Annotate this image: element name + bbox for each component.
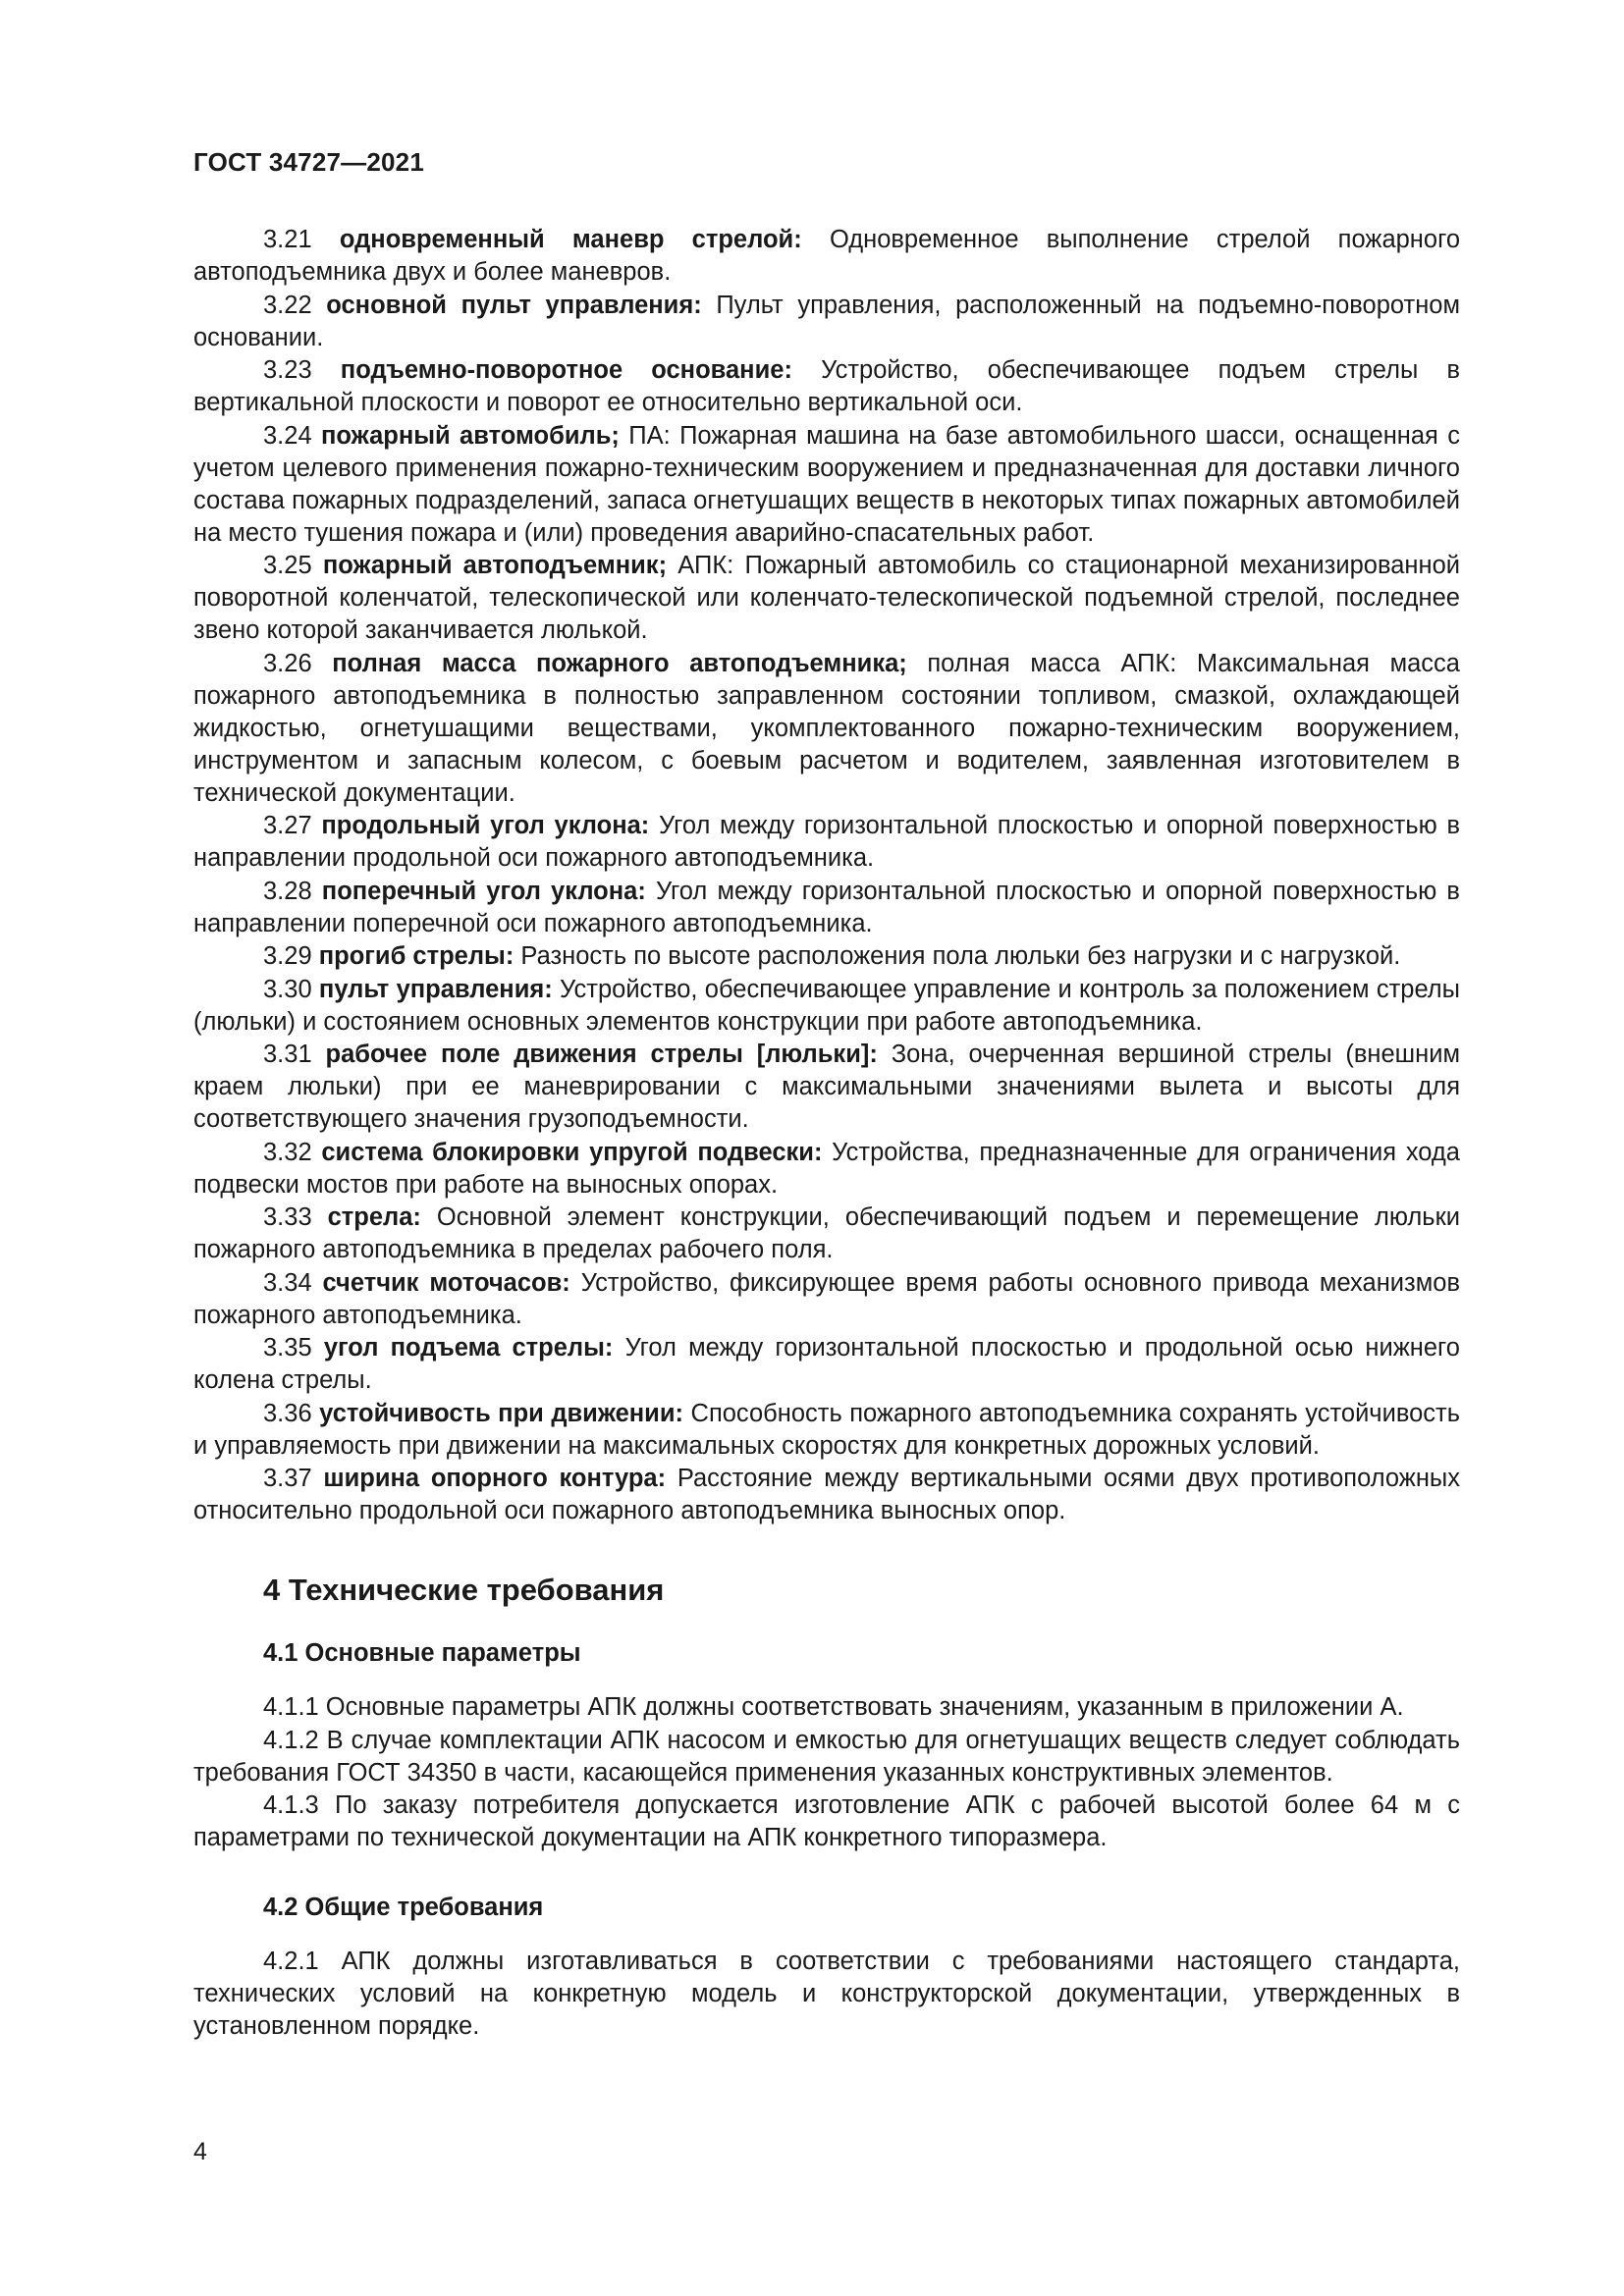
term-3-31: 3.31 рабочее поле движения стрелы [люльки]: Зона, очерченная вершиной стрелы (внешним краем люльки) при ее маневрировании с максимальными значениями вылета и высоты для соответствующего значения грузоподъемности.: [193, 1041, 1460, 1133]
section-4-title: 4 Технические требования: [263, 1573, 665, 1607]
document-body: [193, 224, 1460, 2044]
subsection-4-2-title: 4.2 Общие требования: [263, 1894, 544, 1921]
term-3-22: 3.22 основной пульт управления: Пульт управления, расположенный на подъемно-поворотном основании.: [193, 291, 1460, 351]
paragraph-4-2-1: 4.2.1 АПК должны изготавливаться в соответствии с требованиями настоящего стандарта, технических условий на конкретную модель и конструкторской документации, утвержденных в установленном порядке.: [193, 1948, 1460, 2040]
term-3-26: 3.26 полная масса пожарного автоподъемника; полная масса АПК: Максимальная масса пожарного автоподъемника в полностью заправленном состоянии топливом, смазкой, охлаждающей жидкостью, огнетушащими веществами, укомплектованного пожарно-техническим вооружением, инструментом и запасным колесом, с боевым расчетом и водителем, заявленная изготовителем в технической документации.: [193, 649, 1460, 807]
term-3-27: 3.27 продольный угол уклона: Угол между горизонтальной плоскостью и опорной поверхностью в направлении продольной оси пожарного автоподъемника.: [193, 812, 1460, 872]
page-header-standard-code: ГОСТ 34727—2021: [193, 147, 424, 177]
term-3-34: 3.34 счетчик моточасов: Устройство, фиксирующее время работы основного привода механизмов пожарного автоподъемника.: [193, 1268, 1460, 1329]
term-3-36: 3.36 устойчивость при движении: Способность пожарного автоподъемника сохранять устойчивость и управляемость при движении на максимальных скоростях для конкретных дорожных условий.: [193, 1399, 1460, 1460]
term-3-28: 3.28 поперечный угол уклона: Угол между горизонтальной плоскостью и опорной поверхностью в направлении поперечной оси пожарного автоподъемника.: [193, 877, 1460, 937]
page-number: 4: [193, 2138, 207, 2165]
term-3-29: 3.29 прогиб стрелы: Разность по высоте расположения пола люльки без нагрузки и с нагрузкой.: [263, 942, 1401, 970]
term-3-37: 3.37 ширина опорного контура: Расстояние между вертикальными осями двух противоположных относительно продольной оси пожарного автоподъемника выносных опор.: [193, 1465, 1460, 1524]
paragraph-4-1-3: 4.1.3 По заказу потребителя допускается изготовление АПК с рабочей высотой более 64 м с параметрами по технической документации на АПК конкретного типоразмера.: [193, 1791, 1460, 1851]
term-3-35: 3.35 угол подъема стрелы: Угол между горизонтальной плоскостью и продольной осью нижнего колена стрелы.: [193, 1334, 1460, 1394]
term-3-30: 3.30 пульт управления: Устройство, обеспечивающее управление и контроль за положением стрелы (люльки) и состоянием основных элементов конструкции при работе автоподъемника.: [193, 975, 1460, 1036]
term-3-32: 3.32 система блокировки упругой подвески: Устройства, предназначенные для ограничения хода подвески мостов при работе на выносных опорах.: [193, 1138, 1460, 1199]
paragraph-4-1-1: 4.1.1 Основные параметры АПК должны соответствовать значениям, указанным в приложении А.: [263, 1693, 1404, 1721]
term-3-21: 3.21 одновременный маневр стрелой: Одновременное выполнение стрелой пожарного автоподъемника двух и более маневров.: [193, 226, 1460, 286]
paragraph-4-1-2: 4.1.2 В случае комплектации АПК насосом и емкостью для огнетушащих веществ следует соблюдать требования ГОСТ 34350 в части, касающейся применения указанных конструктивных элементов.: [193, 1726, 1460, 1787]
term-3-33: 3.33 стрела: Основной элемент конструкции, обеспечивающий подъем и перемещение люльки пожарного автоподъемника в пределах рабочего поля.: [193, 1203, 1460, 1263]
subsection-4-1-title: 4.1 Основные параметры: [263, 1639, 581, 1667]
term-3-24: 3.24 пожарный автомобиль; ПА: Пожарная машина на базе автомобильного шасси, оснащенная с учетом целевого применения пожарно-техническим вооружением и предназначенная для доставки личного состава пожарных подразделений, запаса огнетушащих веществ в некоторых типах пожарных автомобилей на место тушения пожара и (или) проведения аварийно-спасательных работ.: [193, 421, 1460, 547]
term-3-23: 3.23 подъемно-поворотное основание: Устройство, обеспечивающее подъем стрелы в вертикальной плоскости и поворот ее относительно вертикальной оси.: [193, 356, 1461, 416]
term-3-25: 3.25 пожарный автоподъемник; АПК: Пожарный автомобиль со стационарной механизированной поворотной коленчатой, телескопической или коленчато-телескопической подъемной стрелой, последнее звено которой заканчивается люлькой.: [193, 552, 1460, 644]
